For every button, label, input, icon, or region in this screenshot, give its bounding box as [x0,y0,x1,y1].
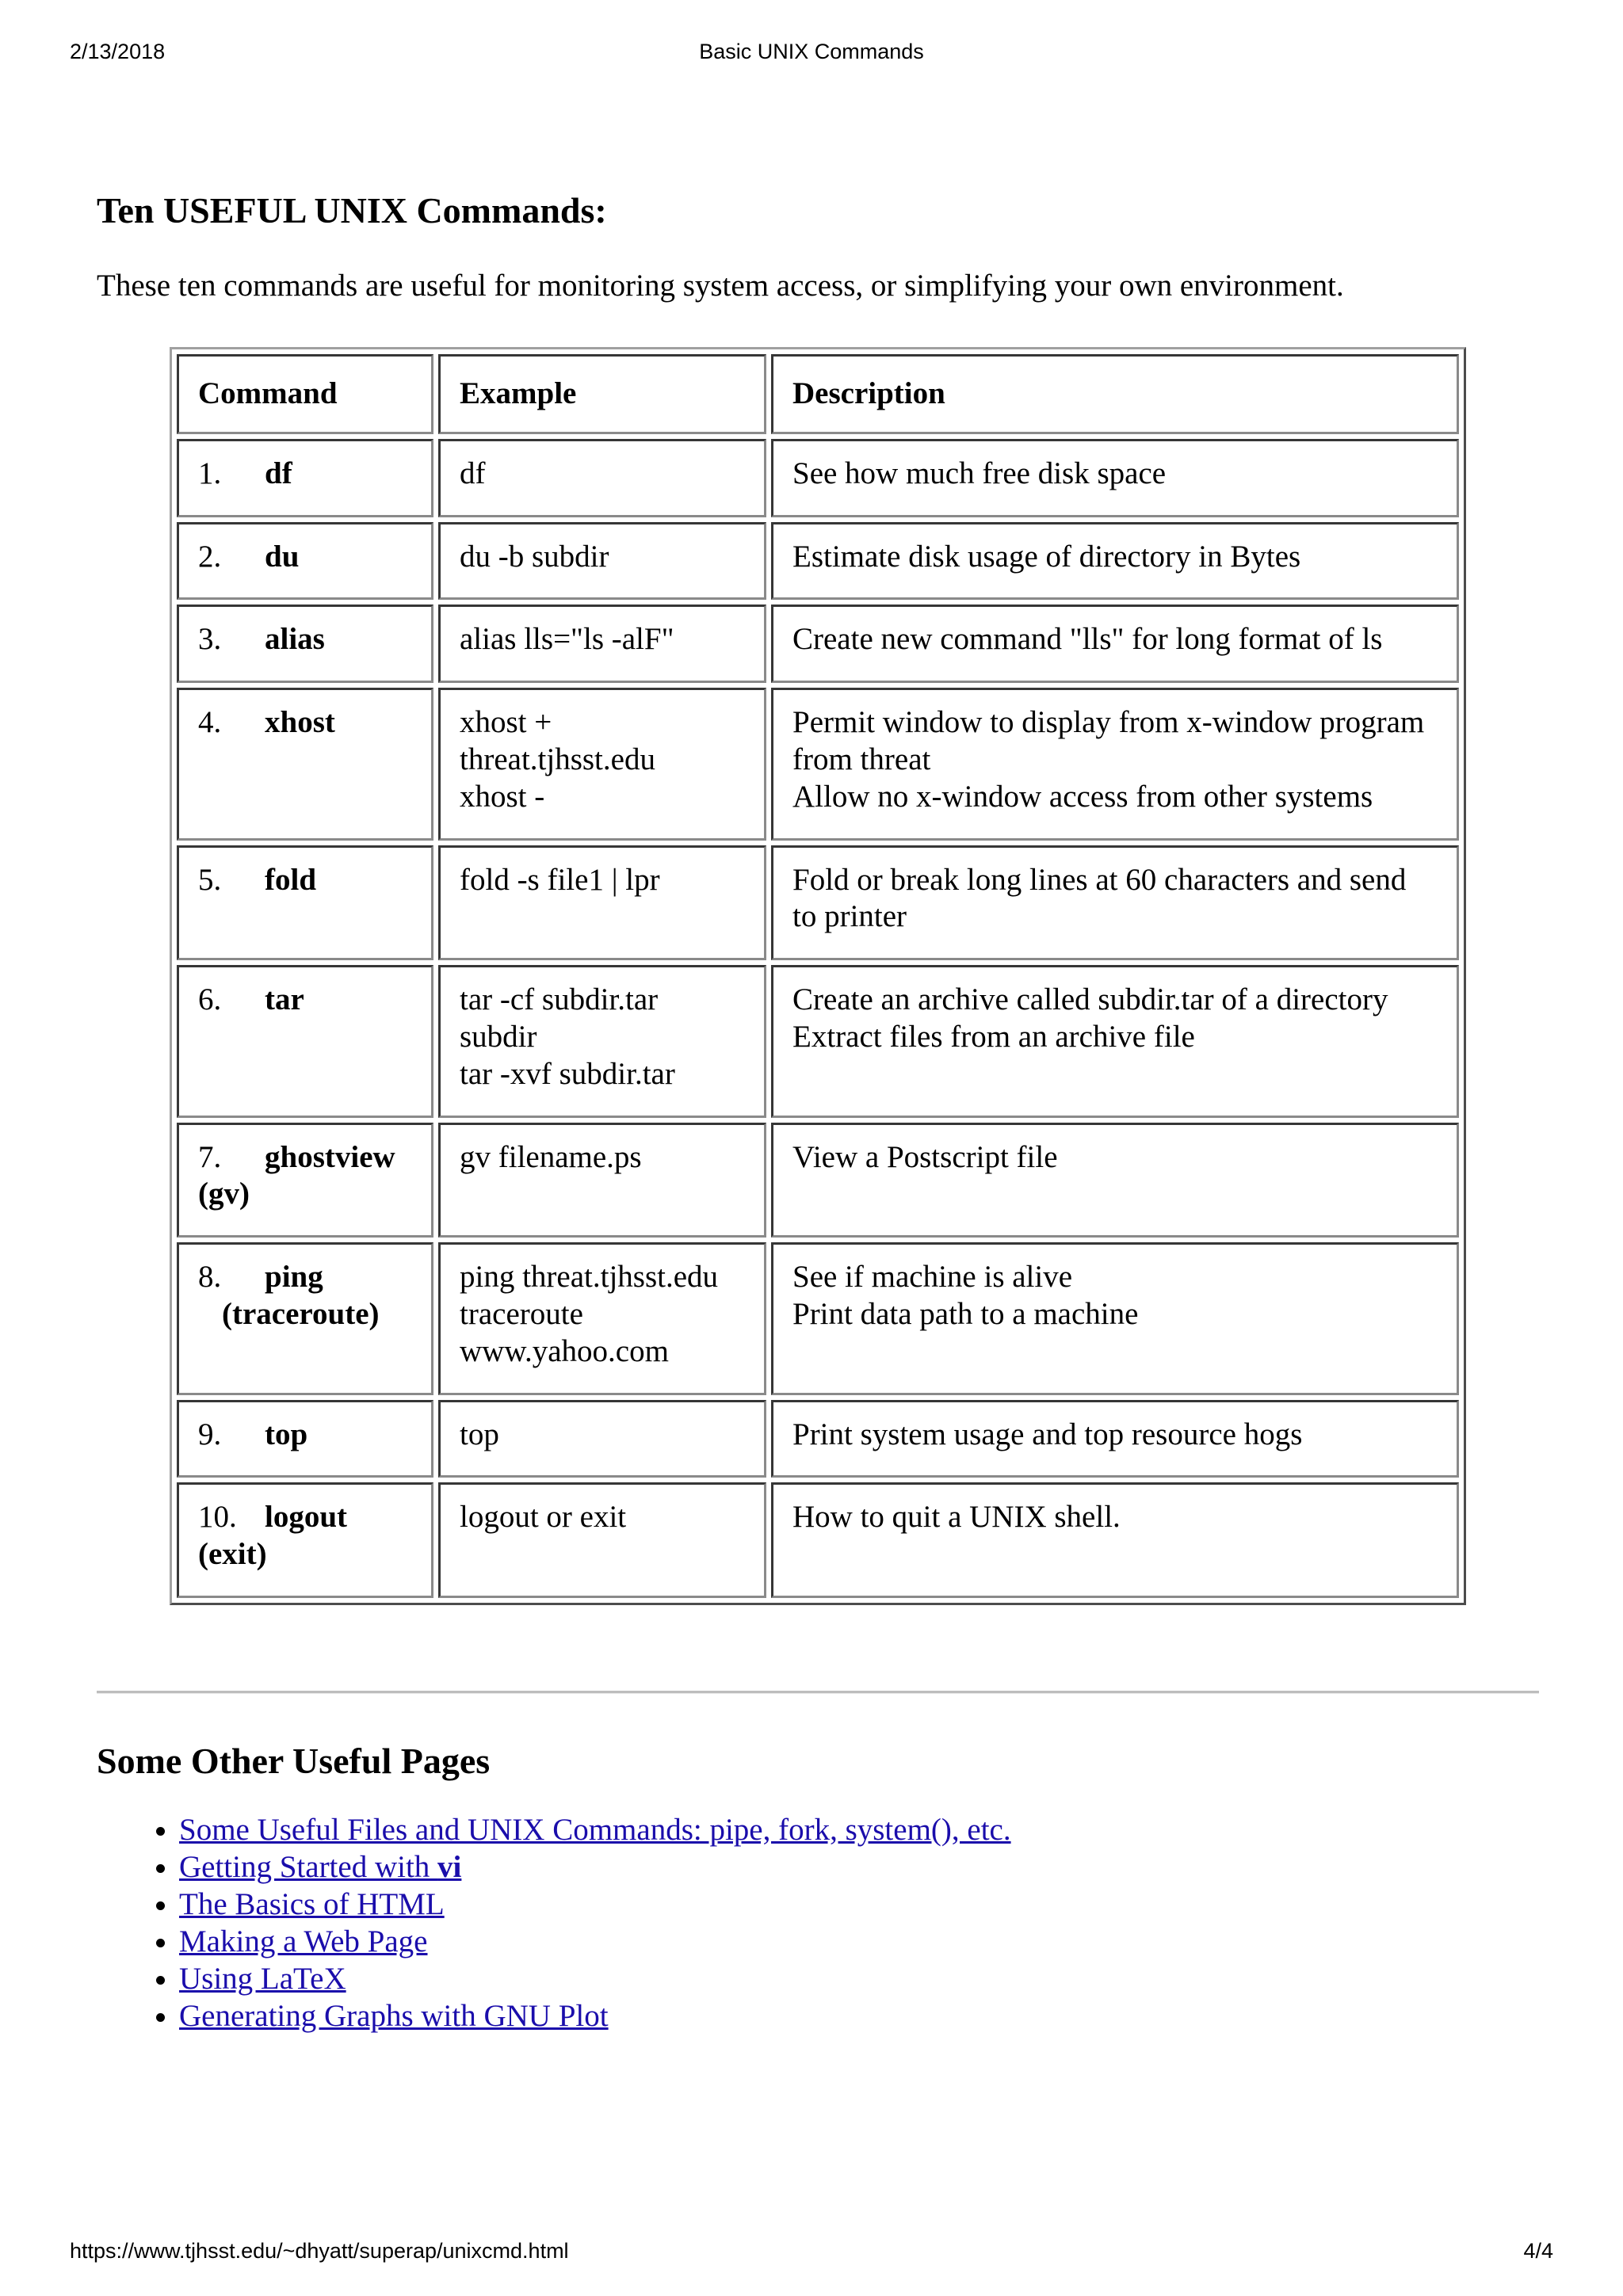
command-cell [177,845,433,961]
intro-text: These ten commands are useful for monitoring system access, or simplifying your own environment. [97,269,1344,303]
link-text: Making a Web Page [179,1924,428,1958]
useful-page-link[interactable] [179,1962,346,1996]
table-row [177,845,1459,961]
command-cell [177,688,433,840]
command-number: 1. [198,456,222,490]
table-row [177,1123,1459,1238]
list-item [179,1960,1011,1997]
command-alias: (exit) [198,1537,267,1572]
link-text: Generating Graphs with GNU Plot [179,1999,609,2033]
description-line: See how much free disk space [792,456,1167,490]
command-name: ping [265,1260,323,1295]
command-cell [177,1242,433,1394]
example-line: logout or exit [460,1500,627,1535]
other-pages-title: Some Other Useful Pages [97,1741,491,1781]
example-line: www.yahoo.com [460,1333,669,1368]
link-text: The Basics of HTML [179,1887,445,1921]
header-description: Description [771,354,1459,434]
description-line: Create an archive called subdir.tar of a directory [792,982,1388,1017]
useful-page-link[interactable] [179,1924,428,1958]
header-command: Command [177,354,433,434]
command-name: fold [265,862,317,897]
description-line: View a Postscript file [792,1139,1058,1174]
link-text-bold: vi [437,1850,462,1884]
table-row [177,688,1459,840]
description-line: Print system usage and top resource hogs [792,1417,1303,1451]
link-text: Getting Started with [179,1850,438,1884]
example-cell [438,688,766,840]
command-cell [177,1400,433,1478]
useful-page-link[interactable] [179,1850,461,1884]
example-line: ping threat.tjhsst.edu [460,1260,719,1295]
command-name: tar [265,982,304,1017]
print-date: 2/13/2018 [70,40,166,63]
list-item [179,1811,1011,1848]
description-cell [771,522,1459,601]
example-line: gv filename.ps [460,1139,642,1174]
command-name: df [265,456,292,490]
description-line: Extract files from an archive file [792,1019,1195,1054]
description-line: Allow no x-window access from other systems [792,779,1373,814]
example-line: threat.tjhsst.edu [460,742,655,776]
print-url: https://www.tjhsst.edu/~dhyatt/superap/unixcmd.html [70,2239,569,2263]
example-line: alias lls="ls -alF" [460,622,674,657]
useful-page-link[interactable] [179,1999,609,2033]
example-line: fold -s file1 | lpr [460,862,660,897]
description-cell [771,1242,1459,1394]
command-name: logout [265,1500,348,1535]
command-number: 9. [198,1417,222,1451]
useful-page-link[interactable] [179,1887,445,1921]
commands-table [170,347,1466,1605]
command-cell [177,1123,433,1238]
command-name: alias [265,622,325,657]
command-cell [177,605,433,683]
command-number: 3. [198,622,222,657]
example-line: df [460,456,486,490]
list-item [179,1848,1011,1886]
table-row [177,522,1459,601]
table-row [177,1482,1459,1598]
description-cell [771,1123,1459,1238]
print-page-number: 4/4 [1523,2239,1553,2263]
command-number: 2. [198,539,222,574]
example-cell [438,605,766,683]
example-cell [438,1123,766,1238]
description-cell [771,439,1459,517]
example-line: subdir [460,1019,537,1054]
description-cell [771,688,1459,840]
list-item [179,1923,1011,1960]
command-name: xhost [265,705,335,740]
command-alias: (gv) [198,1177,250,1211]
description-line: Print data path to a machine [792,1296,1139,1331]
example-line: du -b subdir [460,539,609,574]
command-number: 5. [198,862,222,897]
link-text: Using LaTeX [179,1962,346,1996]
command-cell [177,965,433,1117]
list-item [179,1886,1011,1923]
table-row [177,439,1459,517]
description-line: Fold or break long lines at 60 characters and send to printer [792,862,1407,934]
command-number: 6. [198,982,222,1017]
description-cell [771,965,1459,1117]
example-cell [438,1482,766,1598]
description-cell [771,1400,1459,1478]
description-cell [771,605,1459,683]
table-row [177,1400,1459,1478]
description-cell [771,1482,1459,1598]
table-row [177,1242,1459,1394]
page-content [97,189,1539,2033]
example-line: tar -cf subdir.tar [460,982,659,1017]
header-example: Example [438,354,766,434]
useful-page-link[interactable] [179,1813,1011,1847]
table-row [177,965,1459,1117]
example-line: top [460,1417,499,1451]
section-title: Ten USEFUL UNIX Commands: [97,190,607,231]
table-row [177,605,1459,683]
example-cell [438,965,766,1117]
link-text: Some Useful Files and UNIX Commands: pipe, fork, system(), etc. [179,1813,1011,1847]
description-cell [771,845,1459,961]
example-line: xhost + [460,705,552,740]
example-line: tar -xvf subdir.tar [460,1056,675,1091]
command-cell [177,522,433,601]
example-cell [438,845,766,961]
command-number: 8. [198,1260,222,1295]
table-header-row [177,354,1459,434]
command-name: top [265,1417,308,1451]
horizontal-rule [97,1691,1539,1694]
list-item [179,1997,1011,2035]
command-name: du [265,539,300,574]
command-cell [177,1482,433,1598]
example-cell [438,439,766,517]
print-title: Basic UNIX Commands [699,40,924,63]
table-body [177,439,1459,1598]
command-alias: (traceroute) [222,1296,380,1331]
command-number: 4. [198,705,222,740]
description-line: How to quit a UNIX shell. [792,1500,1121,1535]
other-pages-list [97,1811,1011,2035]
command-number: 10. [198,1500,237,1535]
example-cell [438,522,766,601]
description-line: Estimate disk usage of directory in Bytes [792,539,1301,574]
description-line: See if machine is alive [792,1260,1073,1295]
example-line: xhost - [460,779,545,814]
example-line: traceroute [460,1296,583,1331]
description-line: Permit window to display from x-window program from threat [792,705,1425,776]
command-name: ghostview [265,1139,395,1174]
command-cell [177,439,433,517]
description-line: Create new command "lls" for long format of ls [792,622,1383,657]
command-number: 7. [198,1139,222,1174]
example-cell [438,1400,766,1478]
example-cell [438,1242,766,1394]
